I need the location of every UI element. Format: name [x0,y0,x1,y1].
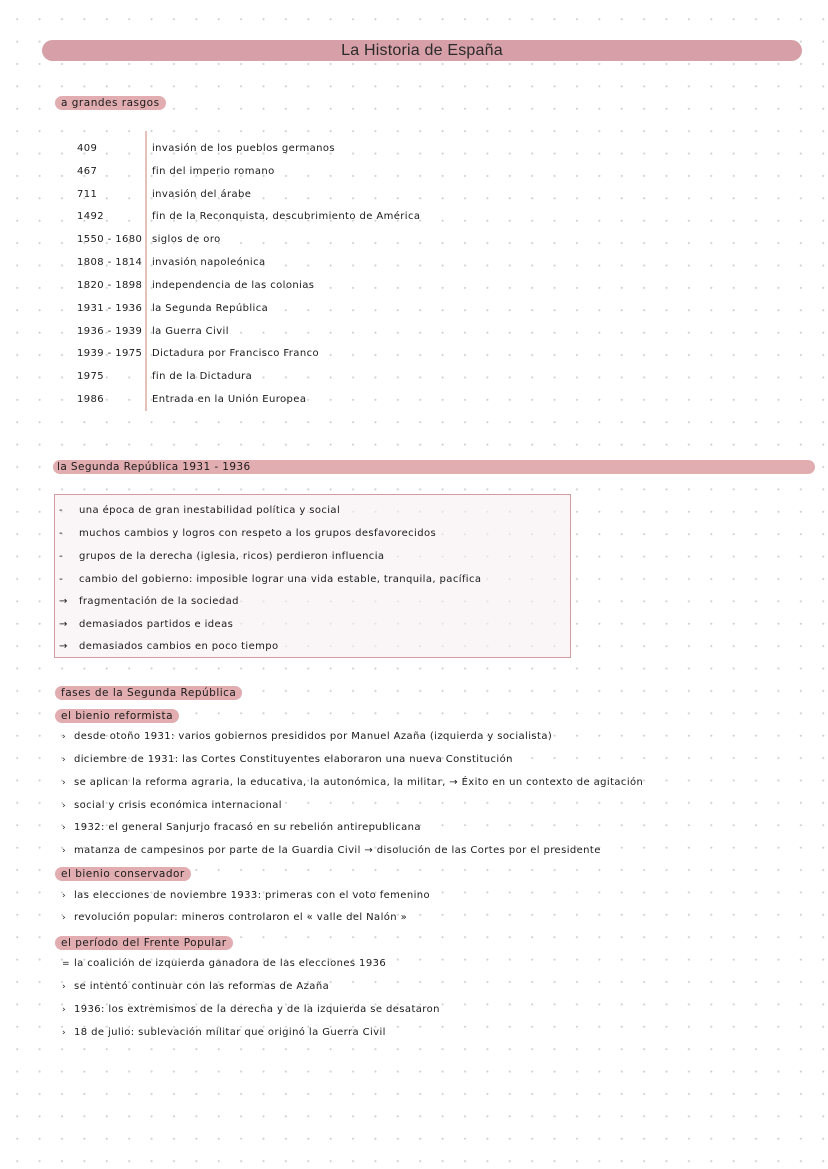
box-item-text: demasiados partidos e ideas [79,619,234,630]
list-item-text: 1936: los extremismos de la derecha y de la izquierda se desataron [74,1004,440,1015]
chevron-right-icon: › [62,846,66,856]
page-title: La Historia de España [341,41,503,59]
dash-marker: - [59,551,64,562]
summary-box [54,494,571,658]
timeline-event: siglos de oro [152,234,221,245]
arrow-right-icon: → [59,641,68,652]
phase-heading-reformist: el bienio reformista [55,709,179,723]
timeline-year: 1492 [77,211,105,222]
list-item-text: 1932: el general Sanjurjo fracasó en su rebelión antirepublicana [74,822,421,833]
dash-marker: - [59,528,64,539]
list-item-text: se aplican la reforma agraria, la educativa, la autonómica, la militar, → Éxito en un contexto de agitación [74,777,644,788]
equals-marker: = [62,959,70,969]
arrow-right-icon: → [59,596,68,607]
list-item [62,890,430,901]
list-item-text: revolución popular: mineros controlaron el « valle del Nalón » [74,912,408,923]
phase-heading-conservative: el bienio conservador [55,867,191,881]
box-item-text: grupos de la derecha (iglesia, ricos) perdieron influencia [79,551,385,562]
arrow-right-icon: → [59,619,68,630]
timeline-year: 1808 - 1814 [77,257,143,268]
box-item [59,619,233,630]
chevron-right-icon: › [62,1005,66,1015]
timeline-event: la Guerra Civil [152,326,229,337]
box-item [59,574,481,585]
box-item-text: fragmentación de la sociedad [79,596,239,607]
timeline-year: 467 [77,166,98,177]
timeline-year: 1550 - 1680 [77,234,143,245]
timeline-year: 1931 - 1936 [77,303,143,314]
chevron-right-icon: › [62,778,66,788]
chevron-right-icon: › [62,1028,66,1038]
list-item-text: la coalición de izquierda ganadora de las elecciones 1936 [74,958,387,969]
box-item-text: cambio del gobierno: imposible lograr una vida estable, tranquila, pacífica [79,574,482,585]
list-item [62,731,552,742]
timeline-event: fin del imperio romano [152,166,275,177]
box-item-text: muchos cambios y logros con respeto a los grupos desfavorecidos [79,528,437,539]
list-item-text: se intentó continuar con las reformas de Azaña [74,981,330,992]
chevron-right-icon: › [62,913,66,923]
chevron-right-icon: › [62,823,66,833]
box-item [59,505,340,516]
list-item-text: social y crisis económica internacional [74,800,282,811]
box-item [59,528,436,539]
timeline-event: fin de la Dictadura [152,371,253,382]
list-item [62,1004,440,1015]
dash-marker: - [59,574,64,585]
timeline-event: independencia de las colonias [152,280,315,291]
list-item [62,777,643,788]
list-item [62,912,407,923]
timeline-year: 1936 - 1939 [77,326,143,337]
chevron-right-icon: › [62,891,66,901]
list-item-text: diciembre de 1931: las Cortes Constituyentes elaboraron una nueva Constitución [74,754,513,765]
box-item [59,551,384,562]
box-item-text: una época de gran inestabilidad política y social [79,505,341,516]
list-item [62,1027,386,1038]
timeline-event: Entrada en la Unión Europea [152,394,307,405]
timeline-event: Dictadura por Francisco Franco [152,348,319,359]
timeline-year: 1986 [77,394,105,405]
title-banner [42,40,802,61]
chevron-right-icon: › [62,755,66,765]
box-item [59,641,279,652]
box-item [59,596,239,607]
list-item-text: matanza de campesinos por parte de la Guardia Civil → disolución de las Cortes por el presidente [74,845,601,856]
timeline-event: la Segunda República [152,303,269,314]
list-item-text: 18 de julio: sublevación militar que originó la Guerra Civil [74,1027,386,1038]
section-heading-phases: fases de la Segunda República [55,686,242,700]
list-item [62,822,421,833]
section-heading-second-republic: la Segunda República 1931 - 1936 [53,460,815,474]
phase-heading-popular-front: el período del Frente Popular [55,936,233,950]
timeline-year: 711 [77,189,98,200]
list-item-text: las elecciones de noviembre 1933: primeras con el voto femenino [74,890,431,901]
chevron-right-icon: › [62,732,66,742]
timeline-year: 1939 - 1975 [77,348,143,359]
list-item-text: desde otoño 1931: varios gobiernos presididos por Manuel Azaña (izquierda y socialista) [74,731,553,742]
timeline-event: fin de la Reconquista, descubrimiento de América [152,211,421,222]
timeline-year: 1820 - 1898 [77,280,143,291]
dash-marker: - [59,505,64,516]
chevron-right-icon: › [62,801,66,811]
timeline-year: 1975 [77,371,105,382]
timeline-event: invasión napoleónica [152,257,266,268]
list-item [62,754,513,765]
list-item [62,800,282,811]
timeline-event: invasión del árabe [152,189,252,200]
box-item-text: demasiados cambios en poco tiempo [79,641,279,652]
timeline-event: invasión de los pueblos germanos [152,143,335,154]
list-item [62,845,601,856]
timeline-year: 409 [77,143,98,154]
timeline-divider [145,131,147,411]
section-heading-overview: a grandes rasgos [55,96,166,110]
chevron-right-icon: › [62,982,66,992]
list-item [62,958,386,969]
list-item [62,981,329,992]
